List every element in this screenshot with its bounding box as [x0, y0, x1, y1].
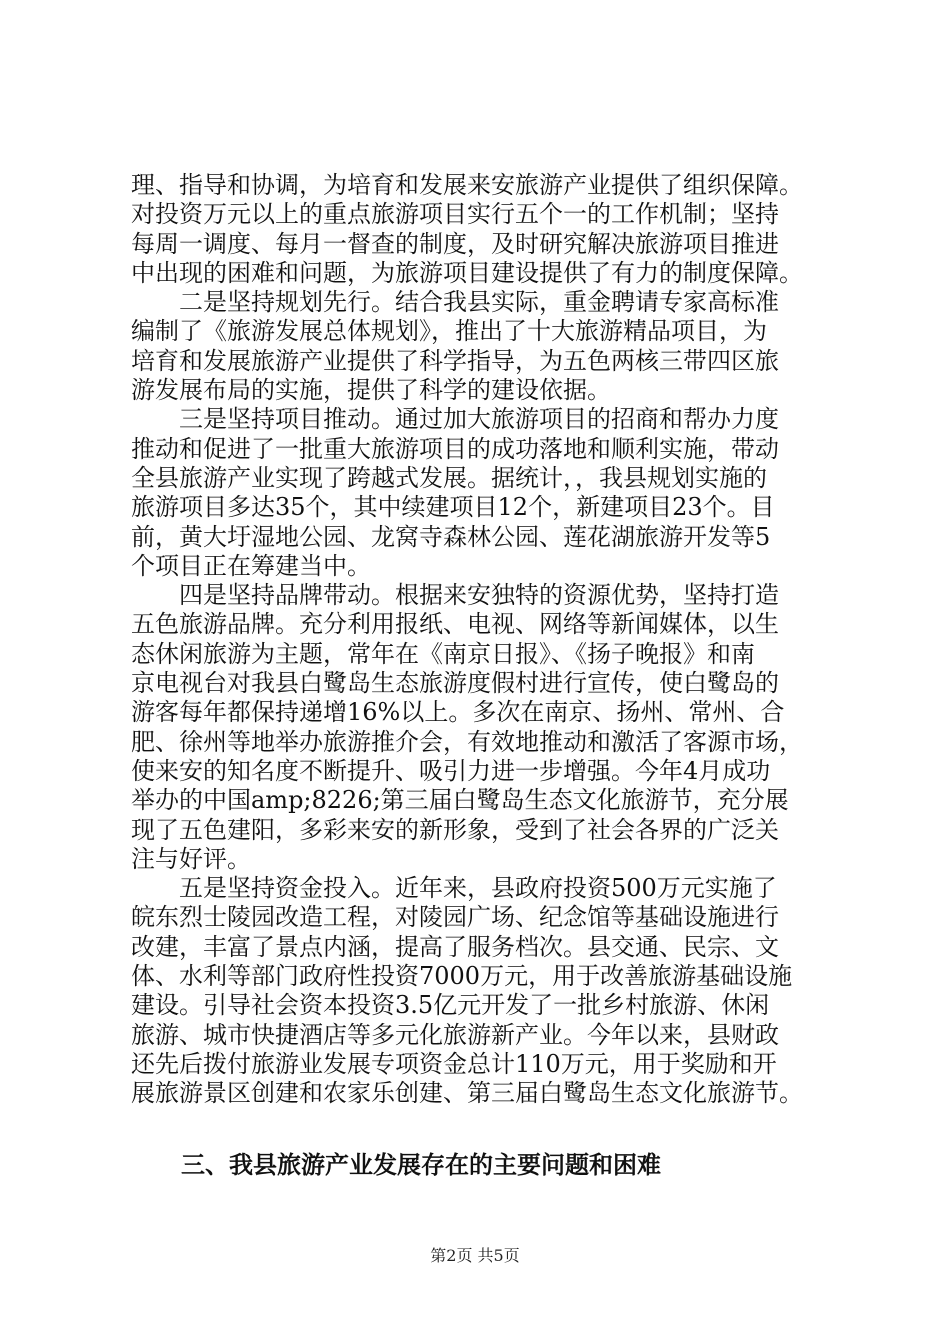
- text-line: 每周一调度、每月一督查的制度，及时研究解决旅游项目推进: [131, 229, 779, 258]
- text-line: 使来安的知名度不断提升、吸引力进一步增强。今年4月成功: [131, 756, 771, 785]
- text-line: 对投资万元以上的重点旅游项目实行五个一的工作机制；坚持: [131, 200, 779, 229]
- text-line: 中出现的困难和问题，为旅游项目建设提供了有力的制度保障。: [131, 258, 803, 287]
- text-line: 培育和发展旅游产业提供了科学指导，为五色两核三带四区旅: [131, 346, 779, 375]
- text-line: 现了五色建阳，多彩来安的新形象，受到了社会各界的广泛关: [131, 815, 779, 844]
- text-line: 还先后拨付旅游业发展专项资金总计110万元，用于奖励和开: [131, 1049, 777, 1078]
- text-line: 理、指导和协调，为培育和发展来安旅游产业提供了组织保障。: [131, 171, 803, 199]
- text-line: 举办的中国amp;8226;第三届白鹭岛生态文化旅游节，充分展: [131, 786, 789, 815]
- text-line: 改建，丰富了景点内涵，提高了服务档次。县交通、民宗、文: [131, 932, 779, 961]
- section-heading: 三、我县旅游产业发展存在的主要问题和困难: [181, 1151, 661, 1179]
- text-line: 游发展布局的实施，提供了科学的建设依据。: [131, 376, 611, 405]
- paragraph-start-line: 五是坚持资金投入。近年来，县政府投资500万元实施了: [179, 874, 777, 903]
- text-line: 前，黄大圩湿地公园、龙窝寺森林公园、莲花湖旅游开发等5: [131, 522, 771, 551]
- text-line: 京电视台对我县白鹭岛生态旅游度假村进行宣传，使白鹭岛的: [131, 669, 779, 698]
- paragraph-start-line: 三是坚持项目推动。通过加大旅游项目的招商和帮办力度: [179, 405, 779, 434]
- text-line: 展旅游景区创建和农家乐创建、第三届白鹭岛生态文化旅游节。: [131, 1079, 803, 1108]
- text-line: 编制了《旅游发展总体规划》，推出了十大旅游精品项目，为: [131, 317, 767, 346]
- text-line: 旅游项目多达35个，其中续建项目12个，新建项目23个。目: [131, 493, 775, 522]
- paragraph-start-line: 二是坚持规划先行。结合我县实际，重金聘请专家高标准: [179, 288, 779, 317]
- page-footer: 第2页 共5页: [430, 1246, 520, 1265]
- text-line: 个项目正在筹建当中。: [131, 551, 371, 580]
- text-line: 五色旅游品牌。充分利用报纸、电视、网络等新闻媒体，以生: [131, 610, 779, 639]
- text-line: 注与好评。: [131, 844, 251, 873]
- text-line: 旅游、城市快捷酒店等多元化旅游新产业。今年以来，县财政: [131, 1020, 779, 1049]
- text-line: 全县旅游产业实现了跨越式发展。据统计，，我县规划实施的: [131, 463, 767, 492]
- body-text: [131, 171, 831, 1109]
- text-line: 游客每年都保持递增16%以上。多次在南京、扬州、常州、合: [131, 698, 785, 727]
- text-line: 推动和促进了一批重大旅游项目的成功落地和顺利实施，带动: [131, 434, 779, 463]
- text-line: 建设。引导社会资本投资3.5亿元开发了一批乡村旅游、休闲: [131, 991, 770, 1020]
- text-line: 体、水利等部门政府性投资7000万元，用于改善旅游基础设施: [131, 962, 793, 991]
- text-line: 肥、徐州等地举办旅游推介会，有效地推动和激活了客源市场，: [131, 727, 803, 756]
- paragraph-start-line: 四是坚持品牌带动。根据来安独特的资源优势，坚持打造: [179, 581, 779, 610]
- text-line: 态休闲旅游为主题，常年在《南京日报》、《扬子晚报》和南: [131, 639, 755, 668]
- text-line: 皖东烈士陵园改造工程，对陵园广场、纪念馆等基础设施进行: [131, 903, 779, 932]
